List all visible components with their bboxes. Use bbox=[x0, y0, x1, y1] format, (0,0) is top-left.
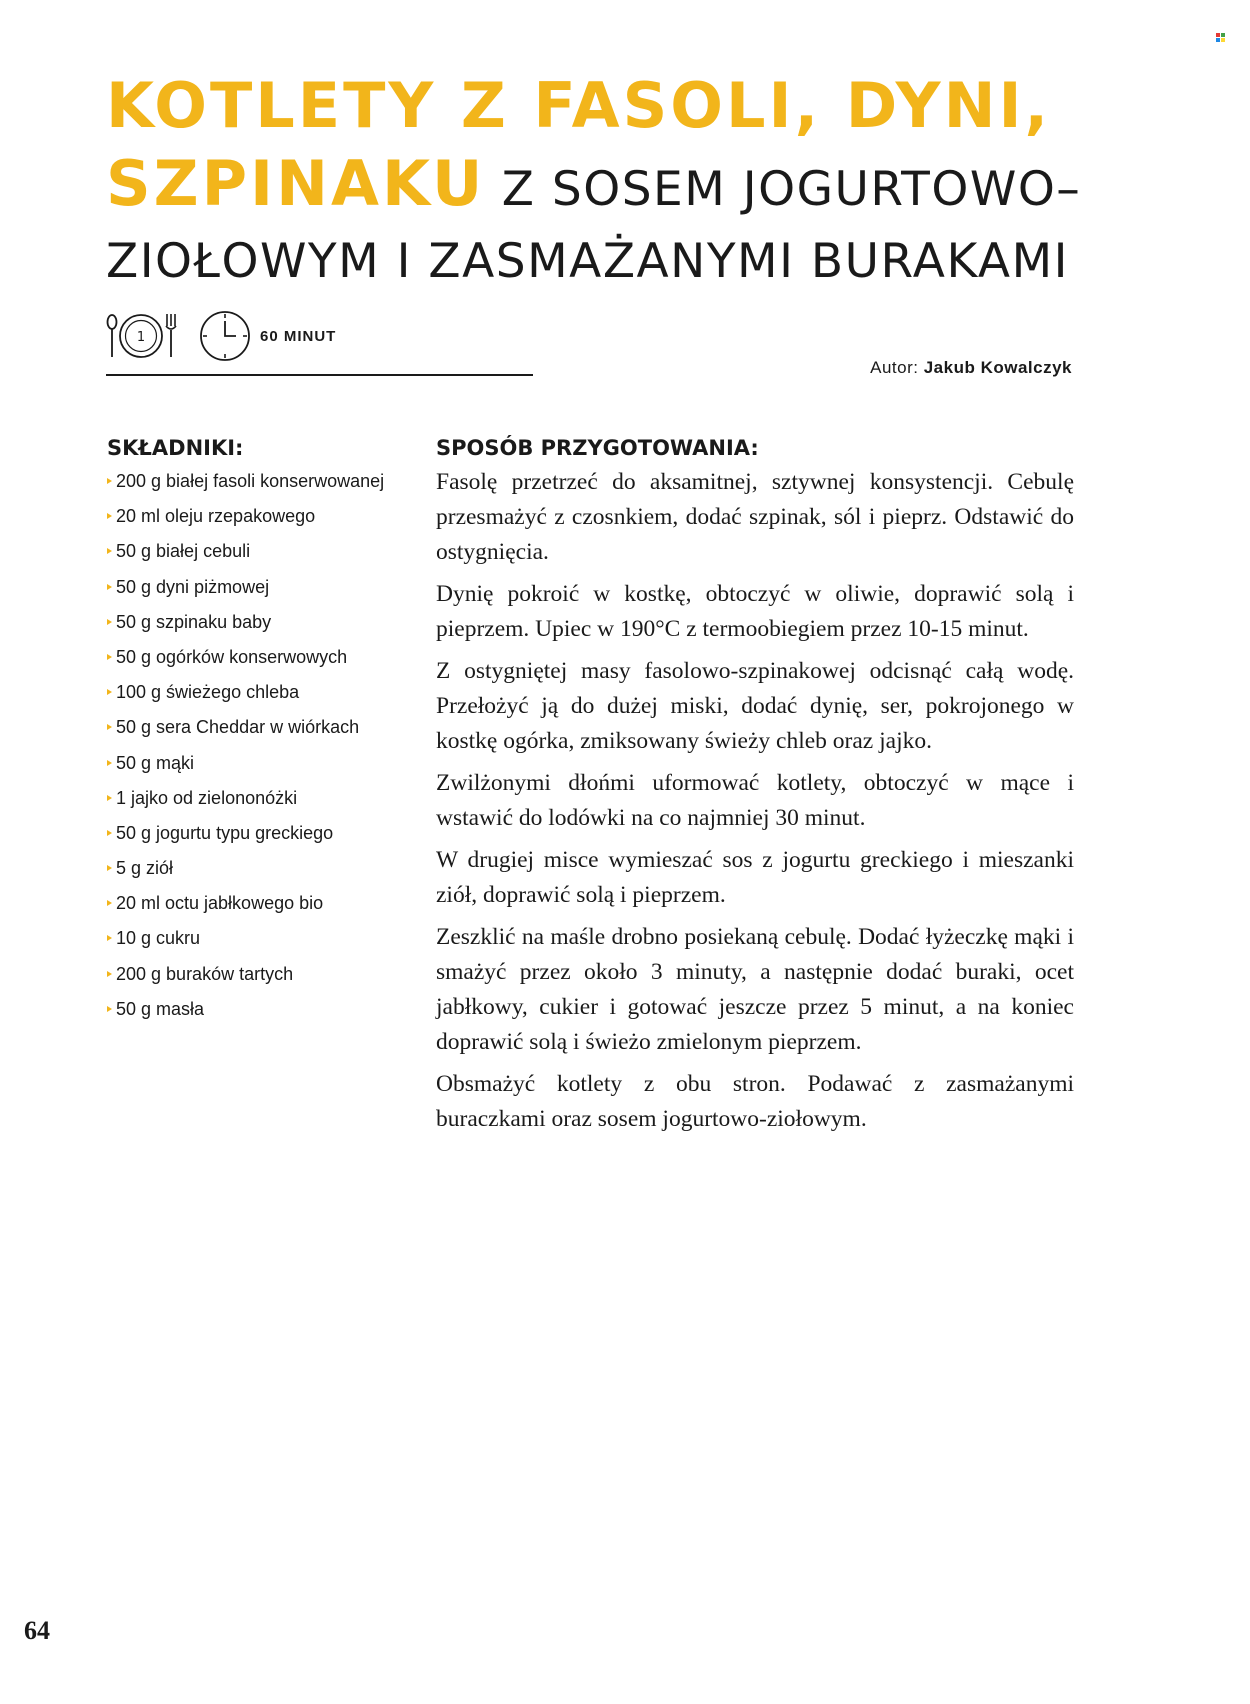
servings-count: 1 bbox=[136, 330, 146, 345]
ingredient-item: 50 g mąki bbox=[107, 752, 427, 787]
clock-icon bbox=[198, 309, 252, 363]
ingredient-item: 1 jajko od zielononóżki bbox=[107, 787, 427, 822]
method-section bbox=[436, 436, 1074, 1144]
arrow-bullet-icon bbox=[107, 724, 112, 730]
arrow-bullet-icon bbox=[107, 619, 112, 625]
method-heading: SPOSÓB PRZYGOTOWANIA: bbox=[436, 436, 759, 460]
arrow-bullet-icon bbox=[107, 900, 112, 906]
arrow-bullet-icon bbox=[107, 654, 112, 660]
page-number: 64 bbox=[24, 1616, 50, 1645]
color-swatch-icon bbox=[1216, 33, 1225, 42]
method-paragraph: Fasolę przetrzeć do aksamitnej, sztywnej konsystencji. Cebulę przesmażyć z czosnkiem, dodać szpinak, sól i pieprz. Odstawić do ostygnięcia. bbox=[436, 469, 1074, 565]
ingredient-item: 20 ml oleju rzepakowego bbox=[107, 505, 427, 540]
ingredient-item: 50 g szpinaku baby bbox=[107, 611, 427, 646]
ingredient-item: 50 g białej cebuli bbox=[107, 540, 427, 575]
arrow-bullet-icon bbox=[107, 513, 112, 519]
arrow-bullet-icon bbox=[107, 865, 112, 871]
arrow-bullet-icon bbox=[107, 830, 112, 836]
arrow-bullet-icon bbox=[107, 689, 112, 695]
ingredient-item: 50 g dyni piżmowej bbox=[107, 576, 427, 611]
recipe-title bbox=[106, 69, 1106, 300]
title-subtitle-line-2: Z SOSEM JOGURTOWO– bbox=[485, 162, 1082, 217]
ingredient-item: 200 g buraków tartych bbox=[107, 963, 427, 998]
ingredient-item: 20 ml octu jabłkowego bio bbox=[107, 892, 427, 927]
title-accent-line-1: KOTLETY Z FASOLI, DYNI, bbox=[106, 69, 1052, 142]
ingredient-item: 10 g cukru bbox=[107, 927, 427, 962]
method-paragraph: Z ostygniętej masy fasolowo-szpinakowej odcisnąć całą wodę. Przełożyć ją do dużej miski, dodać dynię, ser, pokrojonego w kostkę ogórka, zmiksowany świeży chleb oraz jajko. bbox=[436, 658, 1074, 754]
ingredient-item: 200 g białej fasoli konserwowanej bbox=[107, 470, 427, 505]
title-subtitle-line-3: ZIOŁOWYM I ZASMAŻANYMI BURAKAMI bbox=[106, 234, 1069, 289]
arrow-bullet-icon bbox=[107, 795, 112, 801]
plate-cutlery-icon bbox=[104, 311, 180, 361]
ingredient-item: 5 g ziół bbox=[107, 857, 427, 892]
header-divider bbox=[106, 374, 533, 376]
title-accent-line-2: SZPINAKU bbox=[106, 147, 486, 220]
ingredients-heading: SKŁADNIKI: bbox=[107, 436, 244, 460]
method-paragraph: Zeszklić na maśle drobno posiekaną cebulę. Dodać łyżeczkę mąki i smażyć przez około 3 minuty, a następnie dodać buraki, ocet jabłkowy, cukier i gotować jeszcze przez 5 minut, a na koniec doprawić solą i świeżo zmielonym pieprzem. bbox=[436, 924, 1074, 1055]
arrow-bullet-icon bbox=[107, 548, 112, 554]
arrow-bullet-icon bbox=[107, 1006, 112, 1012]
author-label: Autor: bbox=[870, 358, 924, 377]
prep-time: 60 MINUT bbox=[260, 327, 337, 345]
method-paragraph: Obsmażyć kotlety z obu stron. Podawać z zasmażanymi buraczkami oraz sosem jogurtowo-ziołowym. bbox=[436, 1071, 1074, 1132]
arrow-bullet-icon bbox=[107, 760, 112, 766]
method-paragraph: Dynię pokroić w kostkę, obtoczyć w oliwie, doprawić solą i pieprzem. Upiec w 190°C z termoobiegiem przez 10-15 minut. bbox=[436, 581, 1074, 642]
arrow-bullet-icon bbox=[107, 971, 112, 977]
ingredient-item: 50 g ogórków konserwowych bbox=[107, 646, 427, 681]
method-paragraph: Zwilżonymi dłońmi uformować kotlety, obtoczyć w mące i wstawić do lodówki na co najmniej 30 minut. bbox=[436, 770, 1074, 831]
ingredients-list bbox=[107, 470, 427, 1033]
ingredients-section bbox=[107, 436, 427, 1033]
ingredient-item: 50 g sera Cheddar w wiórkach bbox=[107, 716, 427, 751]
author-credit bbox=[870, 358, 1072, 378]
author-name: Jakub Kowalczyk bbox=[923, 358, 1072, 377]
method-paragraph: W drugiej misce wymieszać sos z jogurtu greckiego i mieszanki ziół, doprawić solą i pieprzem. bbox=[436, 847, 1074, 908]
ingredient-item: 100 g świeżego chleba bbox=[107, 681, 427, 716]
arrow-bullet-icon bbox=[107, 584, 112, 590]
ingredient-item: 50 g jogurtu typu greckiego bbox=[107, 822, 427, 857]
ingredient-item: 50 g masła bbox=[107, 998, 427, 1033]
recipe-meta bbox=[104, 306, 336, 366]
arrow-bullet-icon bbox=[107, 478, 112, 484]
arrow-bullet-icon bbox=[107, 935, 112, 941]
